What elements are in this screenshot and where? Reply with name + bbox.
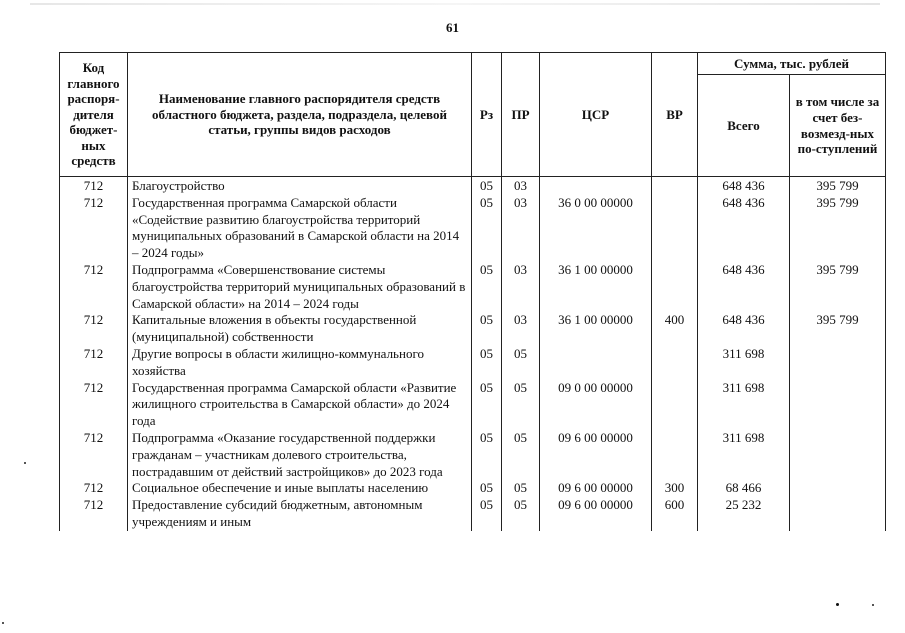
cell-name: Государственная программа Самарской области «Содействие развитию благоустройства территорий муниципальных образований в Самарской области на 2014 – 2024 годы» xyxy=(128,195,472,262)
table-row xyxy=(60,262,886,312)
cell-total: 648 436 xyxy=(698,195,790,262)
cell-total: 648 436 xyxy=(698,177,790,195)
cell-csr: 36 1 00 00000 xyxy=(540,312,652,346)
page-number: 61 xyxy=(446,20,459,35)
cell-vr: 600 xyxy=(652,497,698,531)
cell-code: 712 xyxy=(60,480,128,497)
cell-pr: 05 xyxy=(502,497,540,531)
scan-speck xyxy=(836,603,839,606)
cell-bezv xyxy=(790,497,886,531)
cell-vr xyxy=(652,177,698,195)
cell-pr: 03 xyxy=(502,312,540,346)
cell-total: 25 232 xyxy=(698,497,790,531)
cell-pr: 03 xyxy=(502,177,540,195)
cell-name: Капитальные вложения в объекты государственной (муниципальной) собственности xyxy=(128,312,472,346)
cell-rz: 05 xyxy=(472,430,502,480)
header-csr: ЦСР xyxy=(540,53,652,177)
header-vr: ВР xyxy=(652,53,698,177)
cell-vr xyxy=(652,346,698,380)
cell-bezv xyxy=(790,380,886,430)
cell-vr: 300 xyxy=(652,480,698,497)
cell-rz: 05 xyxy=(472,380,502,430)
cell-bezv: 395 799 xyxy=(790,195,886,262)
cell-name: Благоустройство xyxy=(128,177,472,195)
cell-csr: 36 0 00 00000 xyxy=(540,195,652,262)
budget-table xyxy=(59,52,886,531)
cell-code: 712 xyxy=(60,430,128,480)
header-total: Всего xyxy=(698,75,790,177)
header-sum-group: Сумма, тыс. рублей xyxy=(698,53,886,75)
cell-name: Предоставление субсидий бюджетным, автономным учреждениям и иным xyxy=(128,497,472,531)
scan-speck xyxy=(24,462,26,464)
table-row xyxy=(60,177,886,195)
cell-rz: 05 xyxy=(472,177,502,195)
cell-rz: 05 xyxy=(472,262,502,312)
cell-total: 68 466 xyxy=(698,480,790,497)
header-pr: ПР xyxy=(502,53,540,177)
cell-bezv: 395 799 xyxy=(790,177,886,195)
cell-bezv: 395 799 xyxy=(790,262,886,312)
cell-total: 311 698 xyxy=(698,430,790,480)
cell-vr xyxy=(652,195,698,262)
cell-csr: 09 0 00 00000 xyxy=(540,380,652,430)
header-name: Наименование главного распорядителя средств областного бюджета, раздела, подраздела, целевой статьи, группы видов расходов xyxy=(128,53,472,177)
cell-csr xyxy=(540,346,652,380)
cell-csr xyxy=(540,177,652,195)
cell-total: 648 436 xyxy=(698,312,790,346)
table-row xyxy=(60,430,886,480)
cell-total: 311 698 xyxy=(698,346,790,380)
cell-rz: 05 xyxy=(472,195,502,262)
cell-pr: 05 xyxy=(502,346,540,380)
cell-pr: 03 xyxy=(502,262,540,312)
cell-bezv xyxy=(790,430,886,480)
cell-name: Социальное обеспечение и иные выплаты населению xyxy=(128,480,472,497)
cell-csr: 09 6 00 00000 xyxy=(540,480,652,497)
cell-pr: 05 xyxy=(502,430,540,480)
cell-bezv xyxy=(790,346,886,380)
cell-name: Подпрограмма «Оказание государственной поддержки гражданам – участникам долевого строительства, пострадавшим от действий застройщиков» до 2023 года xyxy=(128,430,472,480)
scan-speck xyxy=(872,604,874,606)
cell-code: 712 xyxy=(60,195,128,262)
cell-pr: 05 xyxy=(502,380,540,430)
cell-vr xyxy=(652,430,698,480)
header-bezv: в том числе за счет без-возмезд-ных по-ступлений xyxy=(790,75,886,177)
cell-rz: 05 xyxy=(472,312,502,346)
scan-artifact-streak xyxy=(30,3,880,5)
cell-rz: 05 xyxy=(472,346,502,380)
table-row xyxy=(60,380,886,430)
cell-name: Другие вопросы в области жилищно-коммунального хозяйства xyxy=(128,346,472,380)
cell-vr: 400 xyxy=(652,312,698,346)
cell-vr xyxy=(652,262,698,312)
table-row xyxy=(60,346,886,380)
scan-speck xyxy=(2,622,4,624)
cell-pr: 05 xyxy=(502,480,540,497)
table-row xyxy=(60,312,886,346)
cell-vr xyxy=(652,380,698,430)
table-body xyxy=(60,177,886,531)
cell-code: 712 xyxy=(60,312,128,346)
header-rz: Рз xyxy=(472,53,502,177)
cell-code: 712 xyxy=(60,380,128,430)
cell-code: 712 xyxy=(60,497,128,531)
header-code: Код главного распоря-дителя бюджет-ных средств xyxy=(60,53,128,177)
table-row xyxy=(60,480,886,497)
cell-bezv xyxy=(790,480,886,497)
cell-total: 648 436 xyxy=(698,262,790,312)
cell-bezv: 395 799 xyxy=(790,312,886,346)
cell-total: 311 698 xyxy=(698,380,790,430)
table-row xyxy=(60,497,886,531)
cell-code: 712 xyxy=(60,177,128,195)
cell-name: Подпрограмма «Совершенствование системы благоустройства территорий муниципальных образований в Самарской области» на 2014 – 2024 годы xyxy=(128,262,472,312)
cell-csr: 09 6 00 00000 xyxy=(540,497,652,531)
cell-csr: 36 1 00 00000 xyxy=(540,262,652,312)
table-row xyxy=(60,195,886,262)
cell-rz: 05 xyxy=(472,497,502,531)
cell-pr: 03 xyxy=(502,195,540,262)
cell-csr: 09 6 00 00000 xyxy=(540,430,652,480)
cell-code: 712 xyxy=(60,262,128,312)
cell-code: 712 xyxy=(60,346,128,380)
cell-name: Государственная программа Самарской области «Развитие жилищного строительства в Самарской области» до 2024 года xyxy=(128,380,472,430)
cell-rz: 05 xyxy=(472,480,502,497)
